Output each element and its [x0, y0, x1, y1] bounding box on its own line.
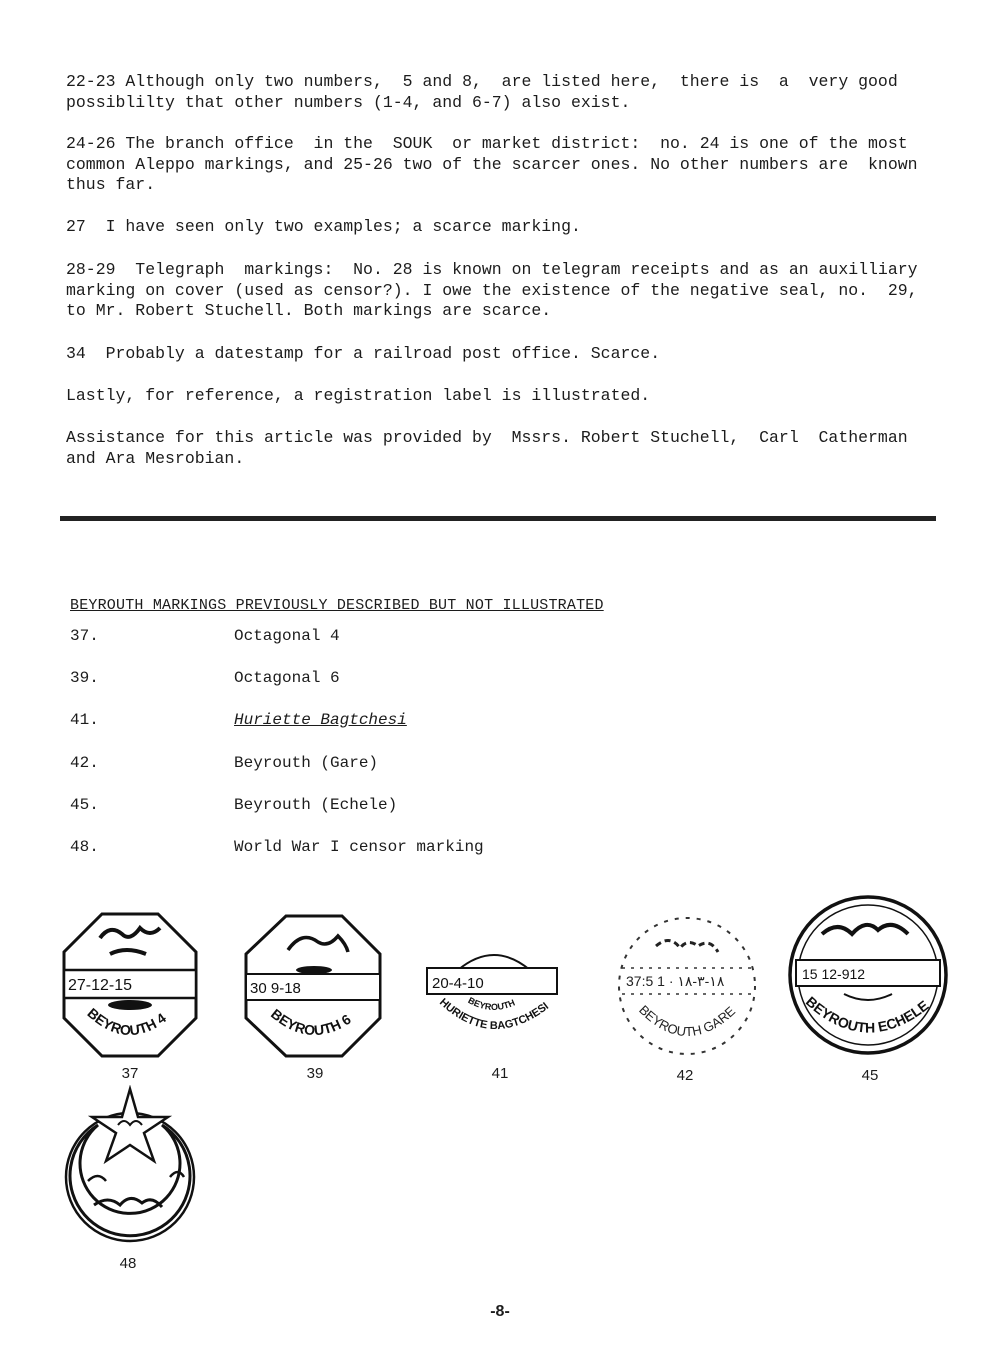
page-number: -8-	[490, 1303, 510, 1320]
item-description: Beyrouth (Gare)	[234, 754, 379, 772]
postmark-39-image	[242, 910, 384, 1060]
svg-text:37:5 1 · ١٨-٣-١٨: 37:5 1 · ١٨-٣-١٨	[626, 973, 725, 989]
svg-text:BEYROUTH 6: BEYROUTH 6	[268, 1005, 354, 1039]
paragraph-lastly: Lastly, for reference, a registration label is illustrated.	[66, 386, 651, 405]
item-description: Octagonal 4	[234, 627, 340, 645]
postmark-37-image	[60, 910, 200, 1060]
svg-text:BEYROUTH GARE: BEYROUTH GARE	[636, 1002, 739, 1040]
paragraph-34: 34 Probably a datestamp for a railroad post office. Scarce.	[66, 344, 661, 363]
paragraph-27: 27 I have seen only two examples; a scarce marking.	[66, 217, 581, 236]
paragraph-24-26: 24-26 The branch office in the SOUK or market district: no. 24 is one of the most common Aleppo markings, and 25-26 two of the scarcer ones. No other numbers are known thus far.	[66, 134, 918, 194]
svg-text:BEYROUTH 4: BEYROUTH 4	[84, 1004, 169, 1039]
svg-text:30 9-18: 30 9-18	[250, 980, 301, 997]
paragraph-28-29: 28-29 Telegraph markings: No. 28 is known on telegram receipts and as an auxilliary marking on cover (used as censor?). I owe the existence of the negative seal, no. 29, to Mr. Robert Stuchell. Both markings are scarce.	[66, 260, 918, 320]
item-description: Beyrouth (Echele)	[234, 796, 398, 814]
svg-text:HURIETTE BAGTCHESI: HURIETTE BAGTCHESI	[437, 996, 552, 1033]
svg-text:BEYROUTH ECHELE: BEYROUTH ECHELE	[802, 993, 932, 1036]
svg-text:27-12-15: 27-12-15	[68, 977, 133, 994]
caption-41: 41	[491, 1065, 509, 1082]
caption-45: 45	[861, 1067, 879, 1084]
caption-48: 48	[119, 1255, 137, 1272]
section-heading: BEYROUTH MARKINGS PREVIOUSLY DESCRIBED BUT NOT ILLUSTRATED	[70, 597, 604, 614]
svg-text:BEYROUTH: BEYROUTH	[466, 995, 517, 1013]
item-number: 41.	[70, 711, 99, 729]
postmark-48-image	[58, 1085, 198, 1245]
item-number: 48.	[70, 838, 99, 856]
svg-text:20-4-10: 20-4-10	[432, 975, 484, 992]
item-description: Huriette Bagtchesi	[234, 711, 407, 729]
caption-37: 37	[121, 1065, 139, 1082]
postmark-41-image	[424, 940, 564, 1050]
item-number: 45.	[70, 796, 99, 814]
caption-39: 39	[306, 1065, 324, 1082]
item-number: 42.	[70, 754, 99, 772]
paragraph-assistance: Assistance for this article was provided by Mssrs. Robert Stuchell, Carl Catherman and Ara Mesrobian.	[66, 428, 908, 468]
postmark-42-image	[612, 906, 762, 1066]
svg-text:15 12-912: 15 12-912	[802, 966, 866, 982]
item-number: 37.	[70, 627, 99, 645]
caption-42: 42	[676, 1067, 694, 1084]
postmark-45-image	[786, 890, 950, 1060]
item-number: 39.	[70, 669, 99, 687]
horizontal-rule	[60, 516, 936, 521]
paragraph-22-23: 22-23 Although only two numbers, 5 and 8, are listed here, there is a very good possiblilty that other numbers (1-4, and 6-7) also exist.	[66, 72, 898, 112]
item-description: Octagonal 6	[234, 669, 340, 687]
item-description: World War I censor marking	[234, 838, 484, 856]
